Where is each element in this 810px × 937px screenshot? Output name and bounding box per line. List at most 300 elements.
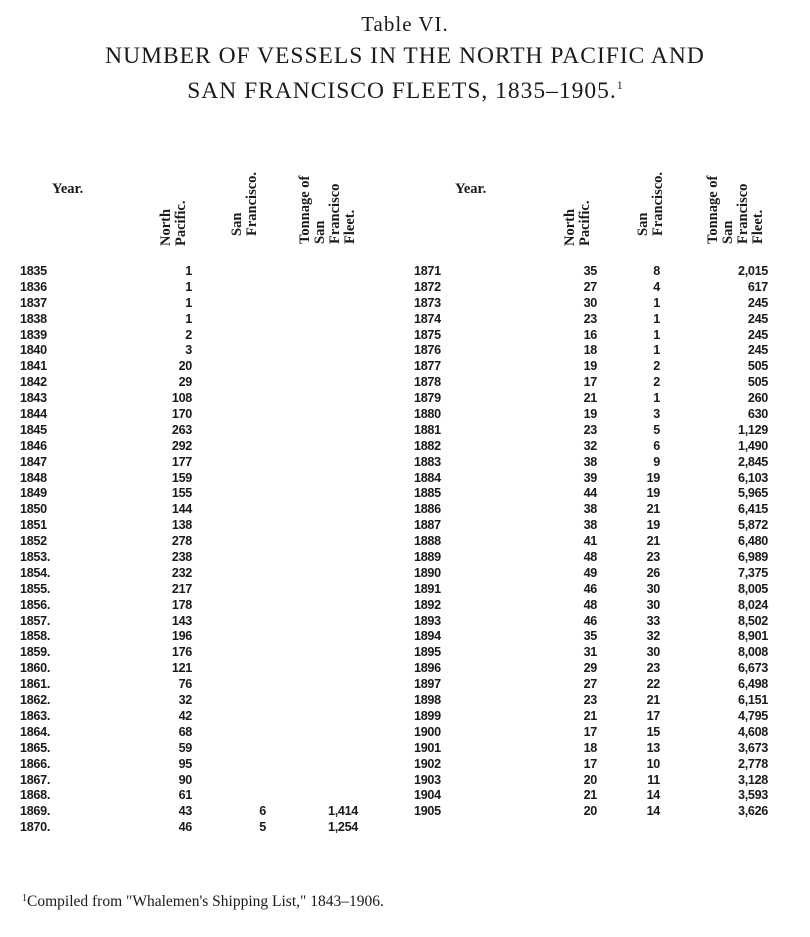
north-pacific-cell: 46	[178, 820, 192, 835]
tonnage-cell: 245	[747, 295, 768, 310]
san-francisco-cell: 13	[646, 740, 660, 755]
san-francisco-cell: 30	[646, 645, 660, 660]
tonnage-cell: 260	[747, 391, 768, 406]
tonnage-cell: 3,128	[737, 772, 768, 787]
year-cell: 1854.	[20, 565, 51, 580]
san-francisco-cell	[230, 328, 266, 344]
north-pacific-cell: 38	[583, 454, 597, 469]
north-pacific-cell: 41	[583, 534, 597, 549]
year-cell: 1848	[20, 470, 47, 485]
tonnage-cell	[290, 661, 358, 677]
tonnage-cell: 630	[747, 407, 768, 422]
tonnage-cell: 3,593	[737, 788, 768, 803]
left-header-year: Year.	[52, 181, 84, 197]
tonnage-cell	[290, 645, 358, 661]
year-cell: 1905	[414, 804, 441, 819]
left-header-tonnage-line-1: Tonnage of	[297, 175, 313, 244]
san-francisco-cell	[230, 709, 266, 725]
san-francisco-cell	[230, 391, 266, 407]
year-cell: 1855.	[20, 581, 51, 596]
tonnage-cell: 6,673	[737, 661, 768, 676]
san-francisco-cell	[230, 788, 266, 804]
north-pacific-cell: 32	[178, 693, 192, 708]
north-pacific-cell: 31	[583, 645, 597, 660]
san-francisco-cell	[230, 312, 266, 328]
year-cell: 1853.	[20, 550, 51, 565]
north-pacific-cell: 29	[583, 661, 597, 676]
san-francisco-cell	[230, 486, 266, 502]
north-pacific-cell: 44	[583, 486, 597, 501]
tonnage-cell	[290, 343, 358, 359]
san-francisco-cell	[230, 455, 266, 471]
north-pacific-cell: 176	[171, 645, 192, 660]
north-pacific-cell: 17	[583, 724, 597, 739]
san-francisco-cell	[230, 550, 266, 566]
year-cell: 1840	[20, 343, 47, 358]
left-header-tonnage	[298, 176, 358, 244]
north-pacific-cell: 238	[171, 550, 192, 565]
san-francisco-cell: 4	[653, 279, 660, 294]
north-pacific-cell: 32	[583, 438, 597, 453]
tonnage-cell: 8,901	[737, 629, 768, 644]
left-header-san-francisco-line-2: Francisco.	[244, 171, 260, 236]
north-pacific-cell: 143	[171, 613, 192, 628]
san-francisco-cell: 11	[647, 772, 660, 787]
north-pacific-cell: 21	[583, 708, 597, 723]
tonnage-cell: 245	[747, 311, 768, 326]
san-francisco-cell: 17	[646, 708, 660, 723]
tonnage-cell	[290, 693, 358, 709]
right-header-north-pacific-line-2: Pacific.	[577, 200, 593, 246]
tonnage-cell	[290, 741, 358, 757]
north-pacific-cell: 39	[583, 470, 597, 485]
north-pacific-cell: 49	[583, 565, 597, 580]
year-cell: 1845	[20, 422, 47, 437]
tonnage-cell	[290, 296, 358, 312]
tonnage-cell: 245	[747, 327, 768, 342]
tonnage-cell: 245	[747, 343, 768, 358]
year-cell: 1838	[20, 311, 47, 326]
tonnage-cell: 4,608	[737, 724, 768, 739]
right-header-san-francisco	[636, 172, 666, 236]
north-pacific-cell: 263	[171, 422, 192, 437]
tonnage-cell: 1,414	[327, 804, 358, 819]
north-pacific-cell: 35	[583, 629, 597, 644]
north-pacific-cell: 27	[583, 677, 597, 692]
right-header-north-pacific-line-1: North	[562, 208, 578, 246]
tonnage-cell: 3,626	[737, 804, 768, 819]
san-francisco-cell	[230, 566, 266, 582]
north-pacific-cell: 46	[583, 581, 597, 596]
year-cell: 1862.	[20, 693, 51, 708]
san-francisco-cell: 10	[646, 756, 660, 771]
north-pacific-cell: 1	[185, 311, 192, 326]
year-cell: 1893	[414, 613, 441, 628]
tonnage-cell	[290, 486, 358, 502]
right-header-year: Year.	[455, 181, 487, 197]
san-francisco-cell	[230, 343, 266, 359]
north-pacific-cell: 76	[178, 677, 192, 692]
year-cell: 1885	[414, 486, 441, 501]
north-pacific-cell: 20	[178, 359, 192, 374]
tonnage-cell: 1,490	[737, 438, 768, 453]
year-cell: 1897	[414, 677, 441, 692]
year-cell: 1871	[414, 264, 441, 278]
north-pacific-cell: 18	[583, 343, 597, 358]
san-francisco-cell	[230, 582, 266, 598]
tonnage-cell: 1,129	[737, 422, 768, 437]
tonnage-cell	[290, 534, 358, 550]
tonnage-cell	[290, 359, 358, 375]
san-francisco-cell: 1	[653, 391, 660, 406]
north-pacific-cell: 23	[583, 311, 597, 326]
north-pacific-cell: 23	[583, 693, 597, 708]
tonnage-cell	[290, 614, 358, 630]
year-cell: 1900	[414, 724, 441, 739]
year-cell: 1875	[414, 327, 441, 342]
north-pacific-cell: 18	[583, 740, 597, 755]
san-francisco-cell	[230, 645, 266, 661]
left-header-north-pacific	[159, 201, 189, 247]
san-francisco-cell	[230, 725, 266, 741]
san-francisco-cell: 19	[646, 518, 660, 533]
right-header-san-francisco-line-1: San	[635, 212, 651, 236]
tonnage-cell: 8,008	[737, 645, 768, 660]
year-cell: 1856.	[20, 597, 51, 612]
san-francisco-cell	[230, 502, 266, 518]
year-cell: 1884	[414, 470, 441, 485]
north-pacific-cell: 68	[178, 724, 192, 739]
year-cell: 1892	[414, 597, 441, 612]
san-francisco-cell	[230, 280, 266, 296]
san-francisco-cell	[230, 534, 266, 550]
san-francisco-cell	[230, 693, 266, 709]
year-cell: 1842	[20, 375, 47, 390]
table-title	[0, 42, 810, 106]
year-cell: 1852	[20, 534, 47, 549]
tonnage-cell	[290, 328, 358, 344]
san-francisco-cell: 5	[653, 422, 660, 437]
right-header-tonnage-line-4: Fleet.	[750, 209, 766, 244]
tonnage-cell	[290, 709, 358, 725]
tonnage-cell	[290, 455, 358, 471]
tonnage-cell: 6,103	[737, 470, 768, 485]
san-francisco-cell: 21	[646, 534, 660, 549]
san-francisco-cell	[230, 757, 266, 773]
year-cell: 1895	[414, 645, 441, 660]
left-header-north-pacific-line-2: Pacific.	[173, 200, 189, 246]
san-francisco-cell	[230, 296, 266, 312]
year-cell: 1872	[414, 279, 441, 294]
left-tonnage-column	[290, 264, 358, 836]
year-cell: 1881	[414, 422, 441, 437]
year-cell: 1898	[414, 693, 441, 708]
year-cell: 1894	[414, 629, 441, 644]
year-cell: 1882	[414, 438, 441, 453]
year-cell: 1835	[20, 264, 47, 278]
san-francisco-cell: 14	[646, 804, 660, 819]
tonnage-cell: 8,024	[737, 597, 768, 612]
year-cell: 1847	[20, 454, 47, 469]
north-pacific-cell: 138	[171, 518, 192, 533]
year-cell: 1869.	[20, 804, 51, 819]
san-francisco-cell	[230, 471, 266, 487]
san-francisco-cell: 19	[646, 470, 660, 485]
north-pacific-cell: 23	[583, 422, 597, 437]
right-header-tonnage	[706, 176, 766, 244]
north-pacific-cell: 159	[171, 470, 192, 485]
north-pacific-cell: 48	[583, 597, 597, 612]
san-francisco-cell	[230, 375, 266, 391]
year-cell: 1896	[414, 661, 441, 676]
tonnage-cell: 4,795	[737, 708, 768, 723]
year-cell: 1836	[20, 279, 47, 294]
north-pacific-cell: 1	[185, 279, 192, 294]
san-francisco-cell	[230, 423, 266, 439]
year-cell: 1880	[414, 407, 441, 422]
year-cell: 1849	[20, 486, 47, 501]
tonnage-cell	[290, 375, 358, 391]
year-cell: 1891	[414, 581, 441, 596]
left-header-tonnage-line-4: Fleet.	[342, 209, 358, 244]
left-header-tonnage-line-2: San	[312, 220, 328, 244]
tonnage-cell: 6,415	[737, 502, 768, 517]
year-cell: 1887	[414, 518, 441, 533]
san-francisco-cell	[230, 598, 266, 614]
tonnage-cell	[290, 566, 358, 582]
san-francisco-cell: 14	[646, 788, 660, 803]
san-francisco-cell: 5	[259, 820, 266, 835]
north-pacific-cell: 170	[171, 407, 192, 422]
san-francisco-cell	[230, 614, 266, 630]
year-cell: 1879	[414, 391, 441, 406]
north-pacific-cell: 48	[583, 550, 597, 565]
san-francisco-cell: 23	[646, 550, 660, 565]
san-francisco-cell	[230, 264, 266, 280]
right-year-column	[414, 264, 474, 820]
north-pacific-cell: 217	[171, 581, 192, 596]
tonnage-cell: 2,015	[737, 264, 768, 278]
year-cell: 1860.	[20, 661, 51, 676]
san-francisco-cell: 1	[653, 311, 660, 326]
year-cell: 1873	[414, 295, 441, 310]
footnote-text: Compiled from "Whalemen's Shipping List," 1843–1906.	[27, 893, 384, 910]
north-pacific-cell: 29	[178, 375, 192, 390]
tonnage-cell	[290, 423, 358, 439]
year-cell: 1844	[20, 407, 47, 422]
title-line-2-text: SAN FRANCISCO FLEETS, 1835–1905.	[187, 78, 617, 104]
san-francisco-cell	[230, 773, 266, 789]
san-francisco-cell: 30	[646, 597, 660, 612]
year-cell: 1901	[414, 740, 441, 755]
north-pacific-cell: 196	[171, 629, 192, 644]
year-cell: 1859.	[20, 645, 51, 660]
san-francisco-cell	[230, 518, 266, 534]
year-cell: 1868.	[20, 788, 51, 803]
table-label: Table VI.	[361, 12, 449, 36]
tonnage-cell	[290, 677, 358, 693]
tonnage-cell	[290, 629, 358, 645]
north-pacific-cell: 27	[583, 279, 597, 294]
north-pacific-cell: 42	[178, 708, 192, 723]
year-cell: 1864.	[20, 724, 51, 739]
tonnage-cell: 7,375	[737, 565, 768, 580]
north-pacific-cell: 20	[583, 804, 597, 819]
year-cell: 1883	[414, 454, 441, 469]
north-pacific-cell: 19	[583, 407, 597, 422]
year-cell: 1889	[414, 550, 441, 565]
title-line-1: NUMBER OF VESSELS IN THE NORTH PACIFIC AND	[105, 43, 705, 69]
tonnage-cell	[290, 439, 358, 455]
year-cell: 1870.	[20, 820, 51, 835]
tonnage-cell: 8,005	[737, 581, 768, 596]
san-francisco-cell: 6	[259, 804, 266, 819]
year-cell: 1899	[414, 708, 441, 723]
san-francisco-cell: 22	[646, 677, 660, 692]
year-cell: 1865.	[20, 740, 51, 755]
right-header-north-pacific	[563, 201, 593, 247]
tonnage-cell: 1,254	[327, 820, 358, 835]
left-header-san-francisco	[230, 172, 260, 236]
north-pacific-cell: 155	[171, 486, 192, 501]
san-francisco-cell: 26	[646, 565, 660, 580]
year-cell: 1861.	[20, 677, 51, 692]
north-pacific-cell: 17	[583, 375, 597, 390]
north-pacific-cell: 20	[583, 772, 597, 787]
san-francisco-cell: 1	[653, 343, 660, 358]
san-francisco-cell: 15	[646, 724, 660, 739]
tonnage-cell: 505	[747, 359, 768, 374]
tonnage-cell	[290, 471, 358, 487]
north-pacific-cell: 1	[185, 264, 192, 278]
north-pacific-cell: 2	[185, 327, 192, 342]
north-pacific-cell: 178	[171, 597, 192, 612]
tonnage-cell: 6,151	[737, 693, 768, 708]
tonnage-cell	[290, 582, 358, 598]
right-header-tonnage-line-1: Tonnage of	[705, 175, 721, 244]
tonnage-cell: 2,778	[737, 756, 768, 771]
year-cell: 1874	[414, 311, 441, 326]
north-pacific-cell: 108	[171, 391, 192, 406]
right-header-san-francisco-line-2: Francisco.	[650, 171, 666, 236]
year-cell: 1837	[20, 295, 47, 310]
tonnage-cell	[290, 312, 358, 328]
san-francisco-cell: 21	[646, 502, 660, 517]
right-san-francisco-column	[620, 264, 660, 820]
right-north-pacific-column	[540, 264, 597, 820]
tonnage-cell: 505	[747, 375, 768, 390]
north-pacific-cell: 19	[583, 359, 597, 374]
north-pacific-cell: 232	[171, 565, 192, 580]
year-cell: 1863.	[20, 708, 51, 723]
footnote	[22, 893, 384, 911]
year-cell: 1890	[414, 565, 441, 580]
tonnage-cell	[290, 598, 358, 614]
year-cell: 1904	[414, 788, 441, 803]
san-francisco-cell	[230, 741, 266, 757]
year-cell: 1886	[414, 502, 441, 517]
year-cell: 1841	[20, 359, 47, 374]
san-francisco-cell: 1	[653, 295, 660, 310]
year-cell: 1888	[414, 534, 441, 549]
tonnage-cell: 2,845	[737, 454, 768, 469]
san-francisco-cell: 1	[653, 327, 660, 342]
tonnage-cell	[290, 502, 358, 518]
right-header-tonnage-line-3: Francisco	[735, 183, 751, 244]
footnote-marker: 1	[22, 893, 27, 904]
north-pacific-cell: 278	[171, 534, 192, 549]
san-francisco-cell	[230, 439, 266, 455]
san-francisco-cell	[230, 407, 266, 423]
tonnage-cell	[290, 518, 358, 534]
north-pacific-cell: 21	[583, 788, 597, 803]
north-pacific-cell: 38	[583, 502, 597, 517]
north-pacific-cell: 43	[178, 804, 192, 819]
san-francisco-cell: 8	[653, 264, 660, 278]
san-francisco-cell	[230, 661, 266, 677]
tonnage-cell: 6,480	[737, 534, 768, 549]
year-cell: 1902	[414, 756, 441, 771]
tonnage-cell	[290, 757, 358, 773]
year-cell: 1850	[20, 502, 47, 517]
san-francisco-cell: 19	[646, 486, 660, 501]
north-pacific-cell: 3	[185, 343, 192, 358]
san-francisco-cell: 2	[653, 375, 660, 390]
north-pacific-cell: 177	[171, 454, 192, 469]
san-francisco-cell: 3	[653, 407, 660, 422]
san-francisco-cell	[230, 359, 266, 375]
tonnage-cell: 6,989	[737, 550, 768, 565]
north-pacific-cell: 90	[178, 772, 192, 787]
year-cell: 1858.	[20, 629, 51, 644]
north-pacific-cell: 35	[583, 264, 597, 278]
tonnage-cell: 6,498	[737, 677, 768, 692]
tonnage-cell	[290, 407, 358, 423]
north-pacific-cell: 121	[171, 661, 192, 676]
north-pacific-cell: 59	[178, 740, 192, 755]
right-tonnage-column	[700, 264, 768, 820]
north-pacific-cell: 95	[178, 756, 192, 771]
right-header-tonnage-line-2: San	[720, 220, 736, 244]
year-cell: 1903	[414, 772, 441, 787]
year-cell: 1878	[414, 375, 441, 390]
north-pacific-cell: 61	[178, 788, 192, 803]
tonnage-cell	[290, 788, 358, 804]
tonnage-cell: 5,965	[737, 486, 768, 501]
year-cell: 1867.	[20, 772, 51, 787]
tonnage-cell	[290, 264, 358, 280]
san-francisco-cell: 30	[646, 581, 660, 596]
year-cell: 1851	[20, 518, 47, 533]
north-pacific-cell: 17	[583, 756, 597, 771]
left-header-san-francisco-line-1: San	[229, 212, 245, 236]
san-francisco-cell: 6	[653, 438, 660, 453]
year-cell: 1877	[414, 359, 441, 374]
year-cell: 1843	[20, 391, 47, 406]
san-francisco-cell	[230, 629, 266, 645]
san-francisco-cell: 21	[646, 693, 660, 708]
year-cell: 1839	[20, 327, 47, 342]
year-cell: 1846	[20, 438, 47, 453]
left-header-north-pacific-line-1: North	[158, 208, 174, 246]
san-francisco-cell: 33	[646, 613, 660, 628]
north-pacific-cell: 16	[583, 327, 597, 342]
tonnage-cell	[290, 280, 358, 296]
tonnage-cell: 617	[747, 279, 768, 294]
north-pacific-cell: 21	[583, 391, 597, 406]
tonnage-cell	[290, 773, 358, 789]
left-san-francisco-column	[230, 264, 266, 836]
